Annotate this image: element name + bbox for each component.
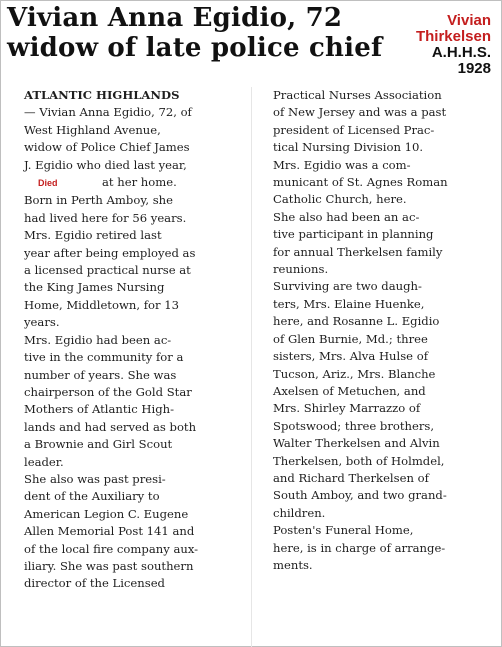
text-line: here, and Rosanne L. Egidio — [273, 314, 440, 329]
tag-first-name: Vivian — [447, 12, 491, 29]
paragraph — [10, 87, 246, 174]
text-line: iliary. She was past southern — [24, 558, 194, 573]
text-line: Catholic Church, here. — [273, 192, 407, 207]
text-line: Spotswood; three brothers, — [273, 418, 435, 433]
died-annotation: Died — [38, 178, 58, 189]
text-line: of the local fire company aux- — [24, 541, 199, 556]
headline-line-1: Vivian Anna Egidio, 72 — [7, 3, 343, 33]
headline-line-2: widow of late police chief — [7, 33, 383, 63]
text-line: Mothers of Atlantic High- — [24, 402, 175, 417]
text-line: She also had been an ac- — [273, 209, 420, 224]
text-line: Walter Therkelsen and Alvin — [273, 436, 440, 451]
text-line: Mrs. Egidio retired last — [24, 228, 162, 243]
text-line: year after being employed as — [24, 245, 196, 260]
text-line: Surviving are two daugh- — [273, 279, 422, 294]
text-line: president of Licensed Prac- — [273, 122, 435, 137]
text-line: widow of Police Chief James — [24, 140, 190, 155]
text-line: lands and had served as both — [24, 419, 197, 434]
text-line: chairperson of the Gold Star — [24, 384, 192, 399]
text-line: Practical Nurses Association — [273, 88, 442, 102]
text-line: ATLANTIC HIGHLANDS — [24, 88, 180, 102]
text-line: number of years. She was — [24, 367, 177, 382]
text-line: J. Egidio who died last year, — [24, 157, 187, 172]
text-line: ters, Mrs. Elaine Huenke, — [273, 296, 425, 311]
text-line: a Brownie and Girl Scout — [24, 437, 173, 452]
paragraph — [10, 227, 246, 331]
paragraph — [10, 174, 246, 192]
text-line: Allen Memorial Post 141 and — [24, 524, 195, 539]
paragraph — [259, 87, 495, 157]
text-line: tical Nursing Division 10. — [273, 140, 424, 155]
paragraph — [10, 332, 246, 471]
left-column — [10, 87, 246, 593]
text-line: children. — [273, 505, 326, 520]
text-line: Tucson, Ariz., Mrs. Blanche — [273, 366, 436, 381]
text-line: Died at her home. — [10, 174, 246, 192]
text-line: had lived here for 56 years. — [24, 210, 187, 225]
paragraph — [259, 278, 495, 522]
text-line: American Legion C. Eugene — [24, 506, 189, 521]
text-line: of New Jersey and was a past — [273, 105, 447, 120]
text-line: tive participant in planning — [273, 227, 434, 242]
paragraph — [10, 471, 246, 593]
text-line: Mrs. Egidio was a com- — [273, 157, 411, 172]
text-line: West Highland Avenue, — [24, 122, 161, 137]
paragraph — [259, 209, 495, 279]
text-line: leader. — [24, 454, 64, 469]
text-line: Home, Middletown, for 13 — [24, 297, 179, 312]
text-line: South Amboy, and two grand- — [273, 488, 447, 503]
text-line: here, is in charge of arrange- — [273, 540, 446, 555]
right-column — [259, 87, 495, 574]
text-line: municant of St. Agnes Roman — [273, 175, 448, 190]
text-line: sisters, Mrs. Alva Hulse of — [273, 349, 429, 364]
text-line: — Vivian Anna Egidio, 72, of — [24, 105, 192, 120]
text-line: a licensed practical nurse at — [24, 263, 191, 278]
text-line: Mrs. Egidio had been ac- — [24, 332, 172, 347]
text-line: She also was past presi- — [24, 471, 166, 486]
text-line: of Glen Burnie, Md.; three — [273, 331, 428, 346]
text-line: for annual Therkelsen family — [273, 244, 443, 259]
tag-last-name: Thirkelsen — [415, 28, 491, 45]
text-line: director of the Licensed — [24, 576, 165, 591]
headline — [7, 3, 397, 63]
text-line: Mrs. Shirley Marrazzo of — [273, 401, 421, 416]
text-line: ments. — [273, 557, 313, 572]
paragraph — [259, 157, 495, 209]
tag-year: 1928 — [457, 60, 491, 77]
text-line: Born in Perth Amboy, she — [24, 193, 173, 208]
text-line: years. — [24, 315, 60, 330]
annotation-tag — [399, 13, 491, 77]
text-line: dent of the Auxiliary to — [24, 489, 160, 504]
text-line: Therkelsen, both of Holmdel, — [273, 453, 445, 468]
text-line: and Richard Therkelsen of — [273, 470, 429, 485]
column-divider — [251, 87, 252, 647]
text-line: Posten's Funeral Home, — [273, 523, 414, 538]
text-line: reunions. — [273, 262, 329, 277]
tag-school: A.H.H.S. — [431, 44, 491, 61]
text-line: the King James Nursing — [24, 280, 165, 295]
text-line: tive in the community for a — [24, 350, 184, 365]
text-line: Axelsen of Metuchen, and — [273, 383, 426, 398]
paragraph — [10, 192, 246, 227]
paragraph — [259, 522, 495, 574]
